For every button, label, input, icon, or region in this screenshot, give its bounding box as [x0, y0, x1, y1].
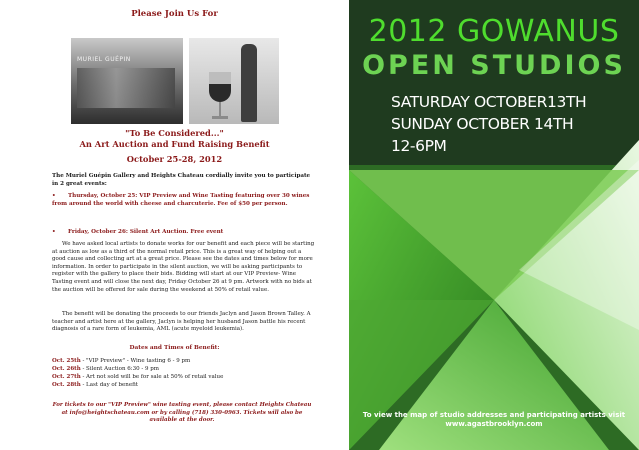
gallery-sign-text: MURIEL GUÉPIN	[77, 56, 131, 63]
open-studios-poster	[349, 0, 639, 450]
wine-photo	[189, 38, 279, 124]
gallery-photos	[71, 38, 279, 124]
wine-glass-base	[212, 116, 228, 119]
schedule-list	[52, 357, 316, 389]
event-item-text: Friday, October 26: Silent Art Auction. Free event	[68, 229, 224, 235]
schedule-date: Oct. 26th	[52, 366, 81, 372]
poster-title-line1: 2012 GOWANUS	[368, 14, 620, 49]
poster-title-line2: OPEN STUDIOS	[362, 50, 626, 81]
poster-date-sunday: SUNDAY OCTOBER 14TH	[391, 115, 574, 133]
schedule-text: - Art not sold will be for sale at 50% of retail value	[80, 374, 224, 380]
invitation-heading: Please Join Us For	[131, 9, 218, 19]
bullet-icon: •	[52, 193, 56, 199]
event-item-silent-auction	[52, 229, 312, 237]
event-dates: October 25-28, 2012	[126, 154, 223, 164]
wine-glass-stem	[219, 102, 221, 116]
event-title	[0, 128, 349, 150]
visit-text: To view the map of studio addresses and participating artists visit	[362, 411, 626, 419]
intro-text: The Muriel Guépin Gallery and Heights Chateau cordially invite you to participate in 2 great events:	[52, 173, 311, 187]
event-item-vip-preview	[52, 193, 312, 208]
event-title-line1: "To Be Considered..."	[125, 128, 224, 138]
wine-bottle-icon	[241, 44, 257, 122]
schedule-date: Oct. 28th	[52, 382, 81, 388]
bullet-icon: •	[52, 229, 56, 235]
schedule-item	[52, 365, 316, 373]
gallery-storefront-photo	[71, 38, 183, 124]
auction-description: We have asked local artists to donate works for our benefit and each piece will be starting at auction as low as a third of the normal retail price. This is a great way of helping out a good cause and collecting art at a great price. Please see the dates and times below for more information. In order to participate in the silent auction, we will be asking participants to register with the gallery to place their bids. Bidding will start at our VIP Preview- Wine Tasting event and will close the next day, Friday October 26 at 9 pm. Artwork with no bids at the auction will be offered for sale during the weekend at 50% of retail value.	[52, 241, 315, 293]
schedule-item	[52, 373, 316, 381]
schedule-date: Oct. 25th	[52, 358, 81, 364]
storefront-window	[77, 68, 175, 108]
schedule-item	[52, 357, 316, 365]
benefit-description: The benefit will be donating the proceeds to our friends Jaclyn and Jason Brown Talley. A teacher and artist here at the gallery, Jaclyn is helping her husband Jason battle his recent diagnosis of a rare form of leukemia, AML (acute myeloid leukemia).	[52, 311, 311, 333]
poster-date-saturday: SATURDAY OCTOBER13TH	[391, 93, 587, 111]
poster-hours: 12-6PM	[391, 137, 447, 155]
schedule-text: - Last day of benefit	[80, 382, 138, 388]
schedule-item	[52, 381, 316, 389]
website-link[interactable]: www.agastbrooklyn.com	[445, 420, 543, 428]
visit-info	[349, 411, 639, 429]
event-item-text: Thursday, October 25: VIP Preview and Wine Tasting featuring over 30 wines from around the world with cheese and charcuterie. Fee of $50 per person.	[52, 193, 310, 207]
ticket-info: For tickets to our "VIP Preview" wine tasting event, please contact Heights Chateau at info@heightschateau.com or by calling (718) 330-0963. Tickets will also be available at the door.	[52, 402, 312, 424]
event-title-line2: An Art Auction and Fund Raising Benefit	[79, 139, 270, 149]
schedule-title: Dates and Times of Benefit:	[129, 345, 220, 351]
wine-glass-icon	[209, 72, 231, 102]
schedule-date: Oct. 27th	[52, 374, 81, 380]
schedule-text: - "VIP Preview" - Wine tasting 6 - 9 pm	[80, 358, 191, 364]
schedule-text: - Silent Auction 6:30 - 9 pm	[80, 366, 159, 372]
